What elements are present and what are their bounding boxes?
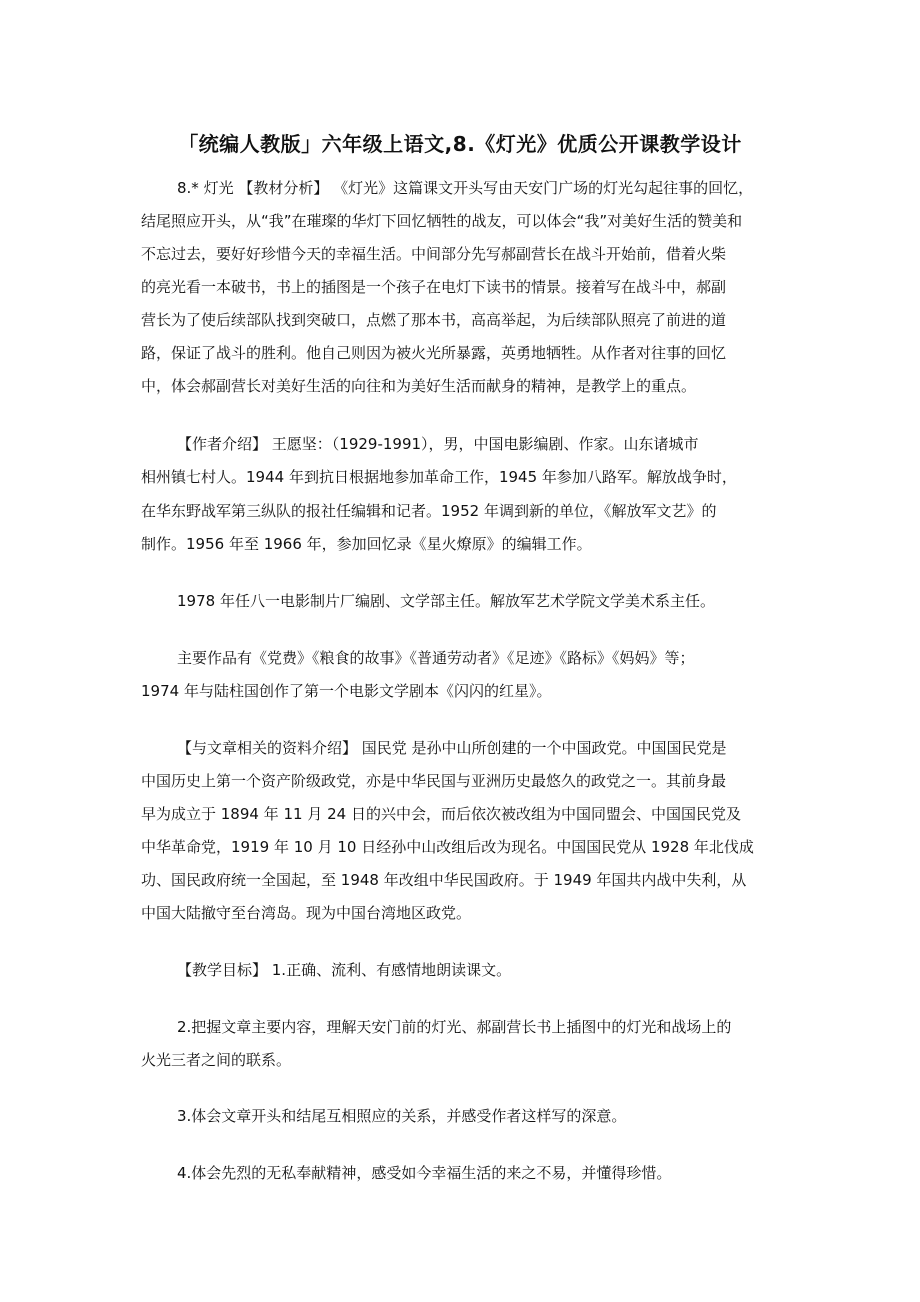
text-line: 4.体会先烈的无私奉献精神，感受如今幸福生活的来之不易，并懂得珍惜。 — [177, 1164, 672, 1182]
text-line: 结尾照应开头，从“我”在璀璨的华灯下回忆牺牲的战友，可以体会“我”对美好生活的赞美和 — [141, 212, 743, 230]
text-line: 早为成立于 1894 年 11 月 24 日的兴中会，而后依次被改组为中国同盟会、中国国民党及 — [141, 805, 741, 823]
text-line: 火光三者之间的联系。 — [141, 1051, 292, 1069]
text-line: 制作。1956 年至 1966 年，参加回忆录《星火燎原》的编辑工作。 — [141, 535, 592, 553]
text-line: 【教学目标】 1.正确、流利、有感情地朗读课文。 — [177, 961, 512, 979]
text-line: 中，体会郝副营长对美好生活的向往和为美好生活而献身的精神，是教学上的重点。 — [141, 377, 697, 395]
text-line: 中国历史上第一个资产阶级政党，亦是中华民国与亚洲历史最悠久的政党之一。其前身最 — [141, 772, 727, 790]
text-line: 营长为了使后续部队找到突破口，点燃了那本书，高高举起，为后续部队照亮了前进的道 — [141, 311, 727, 329]
text-line: 1974 年与陆柱国创作了第一个电影文学剧本《闪闪的红星》。 — [141, 682, 552, 700]
text-line: 不忘过去，要好好珍惜今天的幸福生活。中间部分先写郝副营长在战斗开始前，借着火柴 — [141, 245, 727, 263]
text-line: 在华东野战军第三纵队的报社任编辑和记者。1952 年调到新的单位，《解放军文艺》的 — [141, 502, 717, 520]
text-line: 1978 年任八一电影制片厂编剧、文学部主任。解放军艺术学院文学美术系主任。 — [177, 592, 715, 610]
document-title: 「统编人教版」六年级上语文,8.《灯光》优质公开课教学设计 — [178, 132, 742, 156]
text-line: 的亮光看一本破书，书上的插图是一个孩子在电灯下读书的情景。接着写在战斗中，郝副 — [141, 278, 727, 296]
text-line: 3.体会文章开头和结尾互相照应的关系，并感受作者这样写的深意。 — [177, 1107, 627, 1125]
text-line: 主要作品有《党费》《粮食的故事》《普通劳动者》《足迹》《路标》《妈妈》等； — [177, 649, 695, 667]
text-line: 【与文章相关的资料介绍】 国民党 是孙中山所创建的一个中国政党。中国国民党是 — [177, 739, 727, 757]
text-line: 8.* 灯光 【教材分析】 《灯光》这篇课文开头写由天安门广场的灯光勾起往事的回忆， — [177, 179, 754, 197]
text-line: 功、国民政府统一全国起，至 1948 年改组中华民国政府。于 1949 年国共内战中失利，从 — [141, 871, 747, 889]
text-line: 2.把握文章主要内容，理解天安门前的灯光、郝副营长书上插图中的灯光和战场上的 — [177, 1018, 732, 1036]
text-line: 中国大陆撤守至台湾岛。现为中国台湾地区政党。 — [141, 904, 472, 922]
text-line: 路，保证了战斗的胜利。他自己则因为被火光所暴露，英勇地牺牲。从作者对往事的回忆 — [141, 344, 727, 362]
text-line: 【作者介绍】 王愿坚：（1929-1991），男，中国电影编剧、作家。山东诸城市 — [177, 435, 699, 453]
text-line: 相州镇七村人。1944 年到抗日根据地参加革命工作，1945 年参加八路军。解放战争时， — [141, 468, 737, 486]
text-line: 中华革命党，1919 年 10 月 10 日经孙中山改组后改为现名。中国国民党从 1928 年北伐成 — [141, 838, 754, 856]
